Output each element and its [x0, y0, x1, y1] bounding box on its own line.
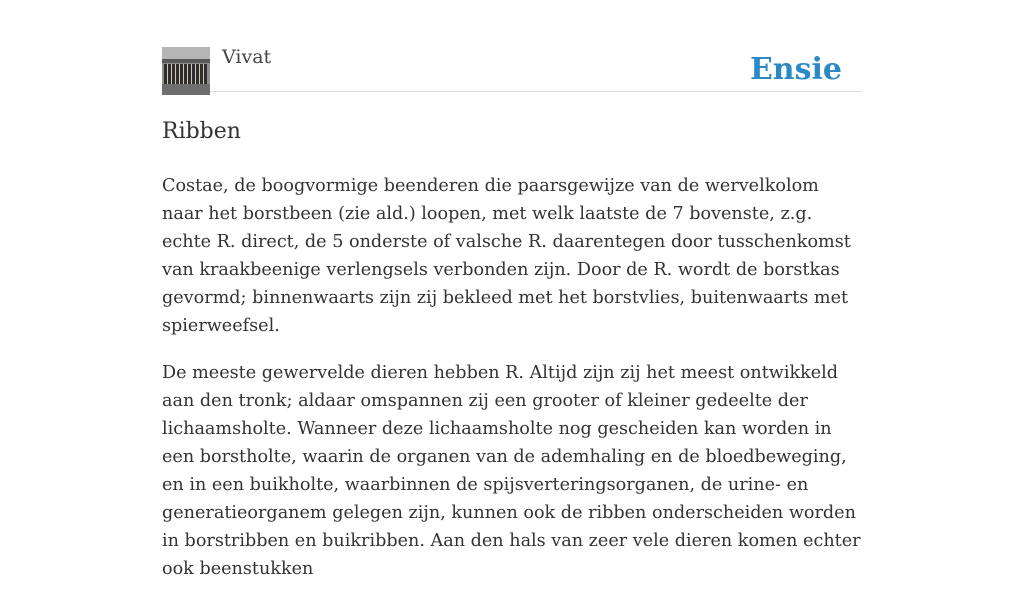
header — [162, 0, 862, 92]
avatar[interactable] — [162, 47, 210, 95]
ensie-logo[interactable]: Ensie — [749, 52, 842, 87]
bookshelf-icon — [162, 47, 210, 95]
article-paragraph: Costae, de boogvormige beenderen die paarsgewijze van de wervelkolom naar het borstbeen (zie ald.) loopen, met welk laatste de 7 bovenste, z.g. echte R. direct, de 5 onderste of valsche R. daarentegen door tusschenkomst van kraakbeenige verlengsels verbonden zijn. Door de R. wordt de borstkas gevormd; binnenwaarts zijn zij bekleed met het borstvlies, buitenwaarts met spierweefsel. — [162, 176, 851, 336]
article-paragraph: De meeste gewervelde dieren hebben R. Altijd zijn zij het meest ontwikkeld aan den tronk; aldaar omspannen zij een grooter of kleiner gedeelte der lichaamsholte. Wanneer deze lichaamsholte nog gescheiden kan worden in een borstholte, waarin de organen van de ademhaling en de bloedbeweging, en in een buikholte, waarbinnen de spijsverteringsorganen, de urine- en generatieorganem gelegen zijn, kunnen ook de ribben onderscheiden worden in borstribben en buikribben. Aan den hals van zeer vele dieren komen echter ook beenstukken — [162, 363, 861, 579]
article-body — [162, 172, 862, 583]
article-column — [162, 0, 862, 602]
page-title: Ribben — [162, 119, 241, 144]
author-name[interactable]: Vivat — [222, 46, 272, 68]
